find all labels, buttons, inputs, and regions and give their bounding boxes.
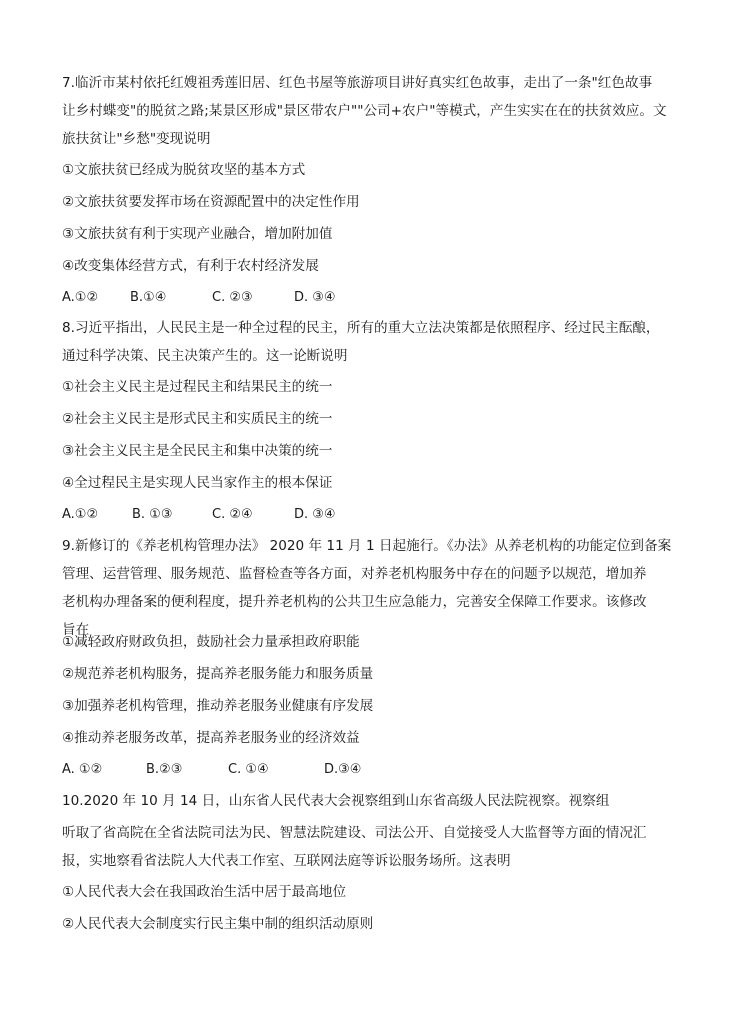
q7-stem-line-2: 让乡村蝶变"的脱贫之路;某景区形成"景区带农户""公司+农户"等模式，产生实实在在的扶贫效应。文 [62,103,667,119]
q9-stem-line-2: 管理、运营管理、服务规范、监督检查等各方面，对养老机构服务中存在的问题予以规范，增加养 [62,566,647,582]
q10-stem-line-1: 10.2020 年 10 月 14 日，山东省人民代表大会视察组到山东省高级人民法院视察。视察组 [62,793,610,809]
q9-stem-line-1: 9.新修订的《养老机构管理办法》 2020 年 11 月 1 日起施行。《办法》从养老机构的功能定位到备案 [62,538,672,554]
q9-stem-line-3: 老机构办理备案的便利程度，提升养老机构的公共卫生应急能力，完善安全保障工作要求。该修改 [62,594,647,610]
q10-option-1: ①人民代表大会在我国政治生活中居于最高地位 [62,884,347,900]
q8-option-3: ③社会主义民主是全民民主和集中决策的统一 [62,443,333,459]
q8-option-4: ④全过程民主是实现人民当家作主的根本保证 [62,475,333,491]
q7-choice-d[interactable]: D. ③④ [294,290,336,305]
q7-stem-line-3: 旅扶贫让"乡愁"变现说明 [62,131,211,147]
q10-stem-line-2: 听取了省高院在全省法院司法为民、智慧法院建设、司法公开、自觉接受人大监督等方面的情况汇 [62,825,647,841]
q9-option-4: ④推动养老服务改革，提高养老服务业的经济效益 [62,730,360,746]
q8-stem-line-1: 8.习近平指出，人民民主是一种全过程的民主，所有的重大立法决策都是依照程序、经过民主酝酿， [62,320,660,336]
q9-stem-line-4: 旨在 [62,622,90,638]
q8-choice-b[interactable]: B. ①③ [132,507,173,522]
q9-option-3: ③加强养老机构管理，推动养老服务业健康有序发展 [62,698,374,714]
q7-choice-b[interactable]: B.①④ [130,290,167,305]
q7-option-4: ④改变集体经营方式，有利于农村经济发展 [62,258,319,274]
q9-option-2: ②规范养老机构服务，提高养老服务能力和服务质量 [62,666,374,682]
q7-option-3: ③文旅扶贫有利于实现产业融合，增加附加值 [62,226,333,242]
q9-option-1: ①减轻政府财政负担，鼓励社会力量承担政府职能 [62,634,360,650]
q10-option-2: ②人民代表大会制度实行民主集中制的组织活动原则 [62,916,374,932]
q7-stem-line-1: 7.临沂市某村依托红嫂祖秀莲旧居、红色书屋等旅游项目讲好真实红色故事，走出了一条"红色故事 [62,75,653,91]
q7-choice-a[interactable]: A.①② [62,290,99,305]
q10-stem-line-3: 报，实地察看省法院人大代表工作室、互联网法庭等诉讼服务场所。这表明 [62,853,511,869]
q8-option-1: ①社会主义民主是过程民主和结果民主的统一 [62,379,333,395]
q9-choice-a[interactable]: A. ①② [62,762,103,777]
q8-choice-c[interactable]: C. ②④ [212,507,253,522]
q8-choice-d[interactable]: D. ③④ [294,507,336,522]
q7-option-1: ①文旅扶贫已经成为脱贫攻坚的基本方式 [62,162,306,178]
q8-option-2: ②社会主义民主是形式民主和实质民主的统一 [62,411,333,427]
q7-choice-c[interactable]: C. ②③ [212,290,253,305]
q8-choice-a[interactable]: A.①② [62,507,99,522]
q9-choice-c[interactable]: C. ①④ [228,762,269,777]
q9-choice-b[interactable]: B.②③ [146,762,183,777]
q9-choice-d[interactable]: D.③④ [324,762,362,777]
q7-option-2: ②文旅扶贫要发挥市场在资源配置中的决定性作用 [62,194,360,210]
q8-stem-line-2: 通过科学决策、民主决策产生的。这一论断说明 [62,348,348,364]
